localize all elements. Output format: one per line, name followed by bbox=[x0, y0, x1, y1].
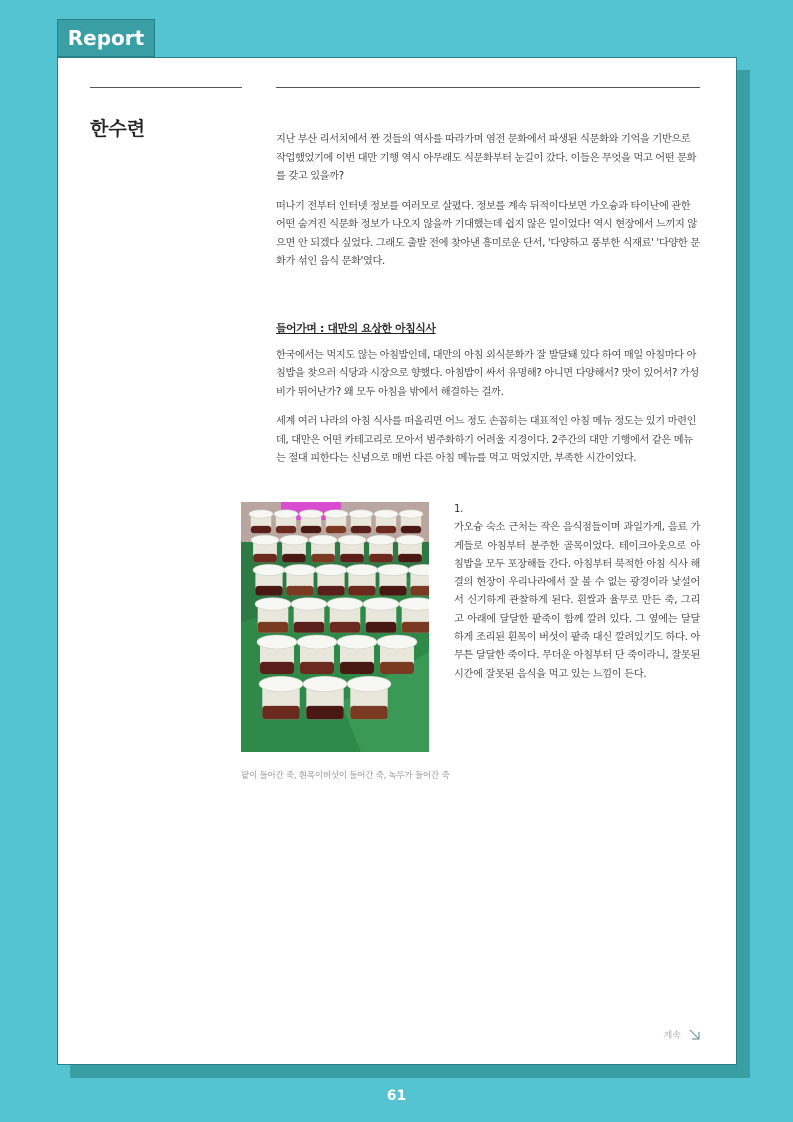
numbered-item bbox=[454, 501, 700, 684]
cup-lid bbox=[315, 564, 347, 575]
cup-bottom bbox=[398, 554, 422, 563]
section bbox=[276, 320, 700, 480]
cup-lid bbox=[257, 635, 297, 649]
cup-lid bbox=[399, 598, 429, 611]
cup-bottom bbox=[317, 586, 344, 596]
cup-lid bbox=[299, 510, 323, 518]
cup-lid bbox=[367, 535, 395, 545]
porridge-cups-photo bbox=[241, 502, 429, 752]
intro-paragraph: 떠나기 전부터 인터넷 정보를 여러모로 살폈다. 정보를 계속 뒤적이다보면 가오슝과 타이난에 관한 어떤 숨겨진 식문화 정보가 나오지 않을까 기대했는데 쉽지 않은 일이었다! 역시 현장에서 느끼지 않으면 안 되겠다 싶었다. 그래도 출발 전에 찾아낸 흥미로운 단서, '다양하고 풍부한 식재료' '다양한 문화가 섞인 음식 문화'였다. bbox=[276, 200, 700, 267]
cup-lid bbox=[259, 676, 303, 691]
cup-bottom bbox=[300, 662, 334, 674]
section-heading: 들어가며 : 대만의 요상한 아침식사 bbox=[276, 322, 436, 335]
cup-lid bbox=[274, 510, 298, 518]
cup-bottom bbox=[262, 706, 299, 719]
cup-bottom bbox=[330, 622, 361, 633]
cup-lid bbox=[374, 510, 398, 518]
cup-bottom bbox=[251, 526, 271, 533]
cup-lid bbox=[303, 676, 347, 691]
cup-bottom bbox=[340, 662, 374, 674]
cup-bottom bbox=[376, 526, 396, 533]
cup-lid bbox=[396, 535, 424, 545]
cup-bottom bbox=[294, 622, 325, 633]
cup-bottom bbox=[410, 586, 429, 596]
cup-lid bbox=[253, 564, 285, 575]
cup-lid bbox=[309, 535, 337, 545]
cup-lid bbox=[377, 635, 417, 649]
page-number: 61 bbox=[386, 1088, 407, 1104]
cup-bottom bbox=[402, 622, 429, 633]
cup-bottom bbox=[369, 554, 393, 563]
continue-label: 계속 bbox=[663, 1031, 681, 1041]
cup-lid bbox=[324, 510, 348, 518]
cup-lid bbox=[337, 635, 377, 649]
author-name: 한수련 bbox=[90, 118, 146, 140]
cup-lid bbox=[255, 598, 291, 611]
cup-lid bbox=[377, 564, 409, 575]
cup-bottom bbox=[380, 662, 414, 674]
cup-bottom bbox=[255, 586, 282, 596]
arrow-down-right-icon bbox=[689, 1029, 700, 1040]
intro-text bbox=[276, 131, 700, 283]
cup-lid bbox=[338, 535, 366, 545]
cup-bottom bbox=[350, 706, 387, 719]
cup-lid bbox=[284, 564, 316, 575]
cup-lid bbox=[347, 676, 391, 691]
intro-paragraph: 지난 부산 리서치에서 짠 것들의 역사를 따라가며 염전 문화에서 파생된 식문화와 기억을 기반으로 작업했었기에 이번 대만 기행 역시 아무래도 식문화부터 눈길이 갔다. 이들은 무엇을 먹고 어떤 문화를 갖고 있을까? bbox=[276, 134, 697, 182]
cup-bottom bbox=[260, 662, 294, 674]
cup-bottom bbox=[326, 526, 346, 533]
item-number: 1. bbox=[454, 504, 464, 515]
right-divider bbox=[276, 87, 700, 88]
cup-bottom bbox=[366, 622, 397, 633]
cup-bottom bbox=[276, 526, 296, 533]
cup-bottom bbox=[351, 526, 371, 533]
photo-illustration bbox=[241, 502, 429, 752]
cup-lid bbox=[280, 535, 308, 545]
section-paragraph: 세계 여러 나라의 아침 식사를 떠올리면 어느 정도 손꼽히는 대표적인 아침 메뉴 정도는 있기 마련인데, 대만은 어떤 카테고리로 모아서 범주화하기 어려울 지경이다. 2주간의 대만 기행에서 같은 메뉴는 절대 피한다는 신념으로 매번 다른 아침 메뉴를 먹고 먹었지만, 부족한 시간이었다. bbox=[276, 416, 697, 464]
report-tab: Report bbox=[57, 19, 155, 57]
cup-bottom bbox=[282, 554, 306, 563]
cup-lid bbox=[327, 598, 363, 611]
report-page bbox=[57, 57, 737, 1065]
left-divider bbox=[90, 87, 242, 88]
photo-caption: 팥이 들어간 죽, 흰목이버섯이 들어간 죽, 녹두가 들어간 죽 bbox=[241, 771, 450, 781]
cup-bottom bbox=[348, 586, 375, 596]
cup-bottom bbox=[311, 554, 335, 563]
cup-lid bbox=[249, 510, 273, 518]
section-paragraph: 한국에서는 먹지도 않는 아침밥인데, 대만의 아침 외식문화가 잘 발달돼 있다 하여 매일 아침마다 아침밥을 찾으러 식당과 시장으로 향했다. 아침밥이 싸서 유명해? 아니면 다양해서? 맛이 있어서? 가성비가 뛰어난가? 왜 모두 아침을 밖에서 해결하는 걸까. bbox=[276, 349, 699, 398]
cup-bottom bbox=[379, 586, 406, 596]
item-text: 가오슝 숙소 근처는 작은 음식점들이며 과일가게, 음료 가게들로 아침부터 분주한 골목이었다. 테이크아웃으로 아침밥을 모두 포장해들 간다. 아침부터 북적한 아침 식사 해결의 현장이 우리나라에서 잘 볼 수 없는 광경이라 낯설어서 신기하게 관찰하게 된다. 흰쌀과 율무로 만든 죽, 그리고 아래에 달달한 팥죽이 함께 깔려 있다. 그 옆에는 달달하게 조리된 흰목이 버섯이 팥죽 대신 깔려있기도 하다. 아무튼 달달한 죽이다. 무더운 아침부터 단 죽이라니, 잘못된 시간에 잘못된 음식을 먹고 있는 느낌이 든다. bbox=[454, 522, 700, 680]
cup-lid bbox=[251, 535, 279, 545]
cup-lid bbox=[297, 635, 337, 649]
cup-bottom bbox=[306, 706, 343, 719]
cup-bottom bbox=[258, 622, 289, 633]
cup-lid bbox=[346, 564, 378, 575]
continue-link[interactable] bbox=[664, 1028, 700, 1041]
cup-lid bbox=[363, 598, 399, 611]
cup-lid bbox=[349, 510, 373, 518]
cup-lid bbox=[399, 510, 423, 518]
cup-bottom bbox=[340, 554, 364, 563]
cup-lid bbox=[291, 598, 327, 611]
cup-bottom bbox=[286, 586, 313, 596]
cup-bottom bbox=[401, 526, 421, 533]
cup-bottom bbox=[253, 554, 277, 563]
cup-bottom bbox=[301, 526, 321, 533]
